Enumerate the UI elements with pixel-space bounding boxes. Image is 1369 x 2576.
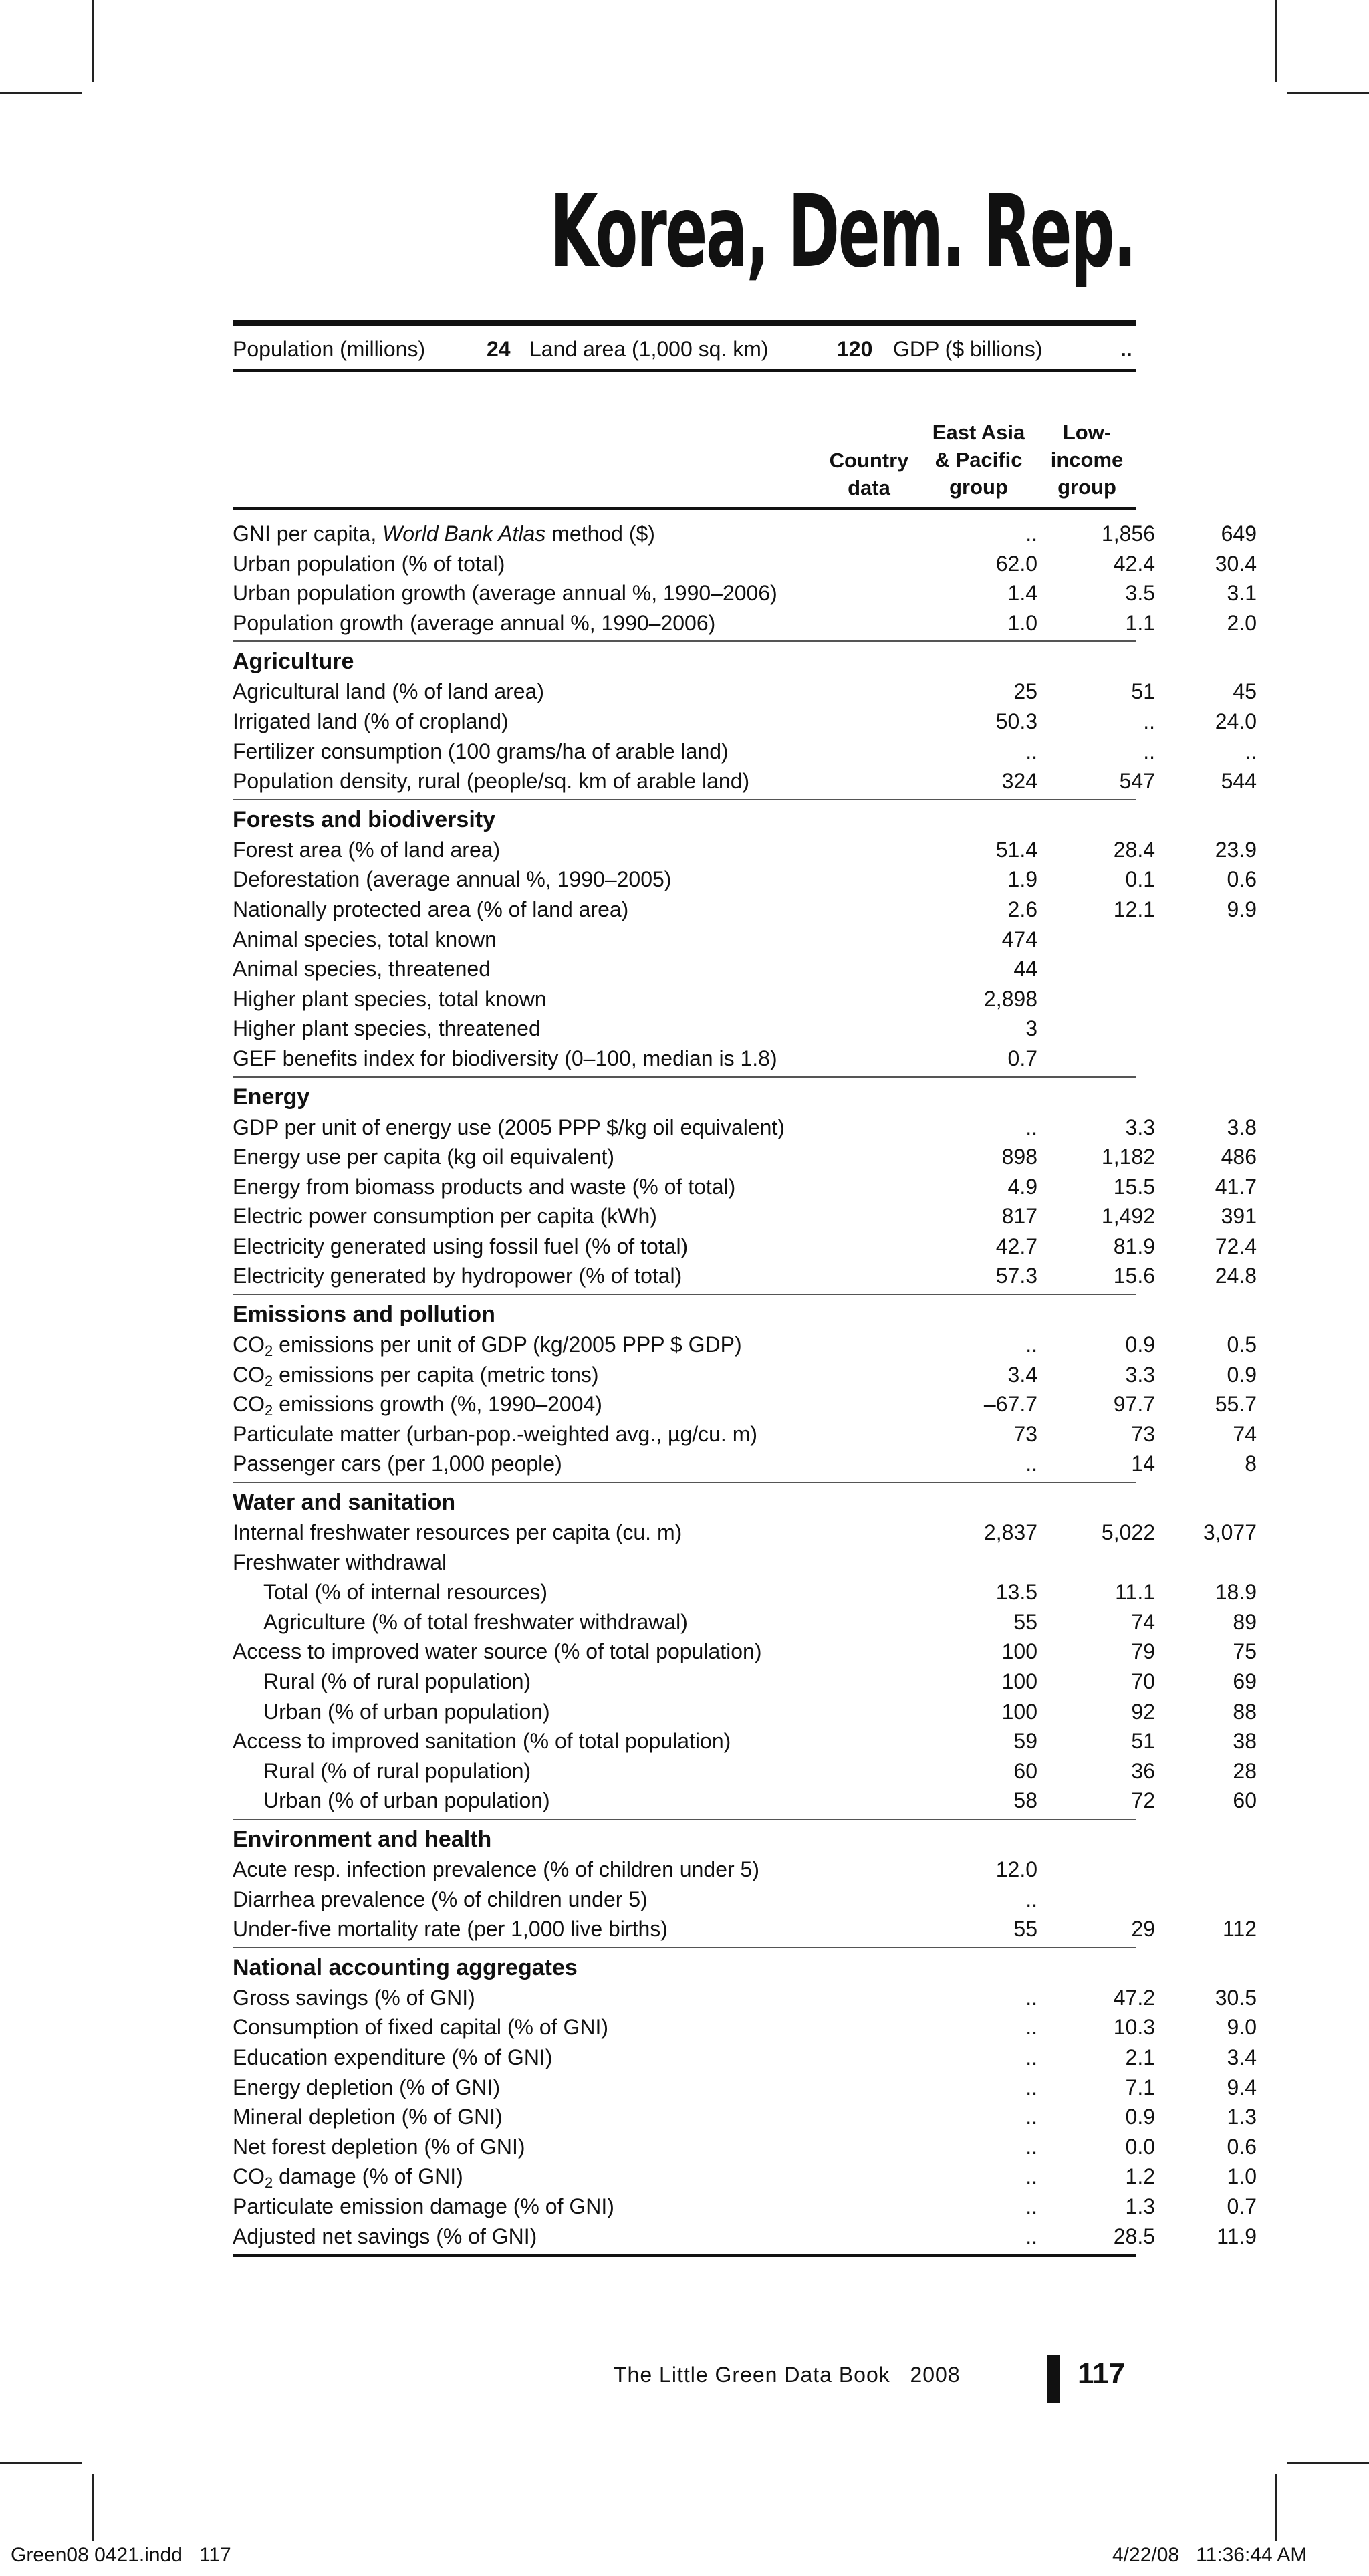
region-value: 1,856 bbox=[1101, 521, 1155, 546]
region-value: 0.9 bbox=[1125, 1332, 1155, 1357]
income-value: 69 bbox=[1233, 1669, 1257, 1693]
row-label: Deforestation (average annual %, 1990–2005) bbox=[233, 867, 672, 892]
country-value: 100 bbox=[1001, 1699, 1037, 1724]
country-value: .. bbox=[1025, 1985, 1037, 2010]
print-slug-file: Green08 0421.indd 117 bbox=[11, 2544, 231, 2566]
income-value: 9.9 bbox=[1227, 897, 1257, 921]
region-value: .. bbox=[1143, 709, 1155, 733]
income-value: 649 bbox=[1221, 521, 1257, 546]
table-row bbox=[233, 1855, 1136, 1885]
country-value: .. bbox=[1025, 2164, 1037, 2189]
crop-mark bbox=[0, 2462, 82, 2464]
region-value: 0.1 bbox=[1125, 867, 1155, 892]
row-label: Forest area (% of land area) bbox=[233, 837, 501, 862]
row-label: GDP per unit of energy use (2005 PPP $/kg oil equivalent) bbox=[233, 1115, 785, 1139]
country-value: 4.9 bbox=[1007, 1174, 1037, 1199]
table-row bbox=[233, 1330, 1257, 1360]
country-value: 25 bbox=[1013, 679, 1037, 704]
row-label: Agricultural land (% of land area) bbox=[233, 679, 545, 704]
page-title: Korea, Dem. Rep. bbox=[549, 174, 1135, 290]
country-value: 100 bbox=[1001, 1669, 1037, 1693]
table-row bbox=[233, 1044, 1136, 1074]
income-value: 0.6 bbox=[1227, 2134, 1257, 2159]
table-row bbox=[233, 1697, 1257, 1727]
region-value: 36 bbox=[1131, 1758, 1155, 1783]
country-value: 0.7 bbox=[1007, 1046, 1037, 1070]
footer-year: 2008 bbox=[910, 2363, 961, 2387]
population-label: Population (millions) bbox=[233, 337, 426, 361]
income-value: 55.7 bbox=[1215, 1392, 1257, 1417]
income-value: 60 bbox=[1233, 1788, 1257, 1813]
section-title: Forests and biodiversity bbox=[233, 806, 495, 832]
income-value: 38 bbox=[1233, 1729, 1257, 1754]
table-row bbox=[233, 1113, 1257, 1143]
row-label: Fertilizer consumption (100 grams/ha of arable land) bbox=[233, 739, 729, 764]
country-value: 324 bbox=[1001, 769, 1037, 794]
country-value: 44 bbox=[1013, 957, 1037, 981]
country-value: .. bbox=[1025, 1115, 1037, 1139]
region-value: 72 bbox=[1131, 1788, 1155, 1813]
region-value: 3.5 bbox=[1125, 581, 1155, 606]
table-row bbox=[233, 2073, 1257, 2103]
table-row bbox=[233, 737, 1257, 767]
table-row bbox=[233, 1667, 1257, 1697]
table-row bbox=[233, 1983, 1257, 2013]
income-value: 18.9 bbox=[1215, 1580, 1257, 1605]
row-label: Energy depletion (% of GNI) bbox=[233, 2075, 501, 2099]
country-value: .. bbox=[1025, 1332, 1037, 1357]
column-header-region: East Asia & Pacific group bbox=[932, 421, 1025, 499]
table-row bbox=[233, 2222, 1257, 2252]
country-value: 73 bbox=[1013, 1421, 1037, 1446]
table-row bbox=[233, 1637, 1257, 1667]
table-section bbox=[233, 1295, 1257, 1483]
income-value: 0.7 bbox=[1227, 2194, 1257, 2218]
country-value: .. bbox=[1025, 1451, 1037, 1476]
region-value: 42.4 bbox=[1113, 551, 1155, 576]
gdp-label: GDP ($ billions) bbox=[893, 337, 1043, 361]
region-value: 7.1 bbox=[1125, 2075, 1155, 2099]
income-value: 75 bbox=[1233, 1639, 1257, 1664]
row-label: Particulate emission damage (% of GNI) bbox=[233, 2194, 614, 2218]
country-value: 100 bbox=[1001, 1639, 1037, 1664]
country-value: 817 bbox=[1001, 1204, 1037, 1229]
country-value: 3.4 bbox=[1007, 1362, 1037, 1387]
table-row bbox=[233, 835, 1257, 865]
footer-book-title: The Little Green Data Book 2008 bbox=[614, 2363, 961, 2387]
table-row bbox=[233, 1172, 1257, 1202]
income-value: 28 bbox=[1233, 1758, 1257, 1783]
section-title: National accounting aggregates bbox=[233, 1954, 578, 1980]
income-value: 24.0 bbox=[1215, 709, 1257, 733]
country-value: .. bbox=[1025, 2224, 1037, 2248]
table-row bbox=[233, 519, 1257, 549]
income-value: 88 bbox=[1233, 1699, 1257, 1724]
crop-mark bbox=[92, 2474, 94, 2541]
region-value: 10.3 bbox=[1113, 2015, 1155, 2040]
income-value: 45 bbox=[1233, 679, 1257, 704]
land-area-label: Land area (1,000 sq. km) bbox=[529, 337, 769, 361]
table-row bbox=[233, 925, 1136, 955]
country-value: .. bbox=[1025, 521, 1037, 546]
table-row bbox=[233, 549, 1257, 579]
table-row bbox=[233, 608, 1257, 638]
country-value: 62.0 bbox=[995, 551, 1037, 576]
income-value: 24.8 bbox=[1215, 1264, 1257, 1288]
country-value: .. bbox=[1025, 2044, 1037, 2069]
country-value: 55 bbox=[1013, 1609, 1037, 1634]
crop-mark bbox=[92, 0, 94, 82]
row-label: Population growth (average annual %, 1990–2006) bbox=[233, 610, 716, 635]
country-value: 55 bbox=[1013, 1917, 1037, 1942]
row-label: Urban (% of urban population) bbox=[263, 1788, 550, 1813]
crop-mark bbox=[1287, 2462, 1369, 2464]
region-value: 15.5 bbox=[1113, 1174, 1155, 1199]
income-value: 3.1 bbox=[1227, 581, 1257, 606]
country-value: 2,898 bbox=[983, 986, 1037, 1011]
income-value: 1.3 bbox=[1227, 2105, 1257, 2129]
region-value: 79 bbox=[1131, 1639, 1155, 1664]
row-label: Urban population growth (average annual %, 1990–2006) bbox=[233, 581, 777, 606]
population-value: 24 bbox=[487, 337, 511, 361]
table-row bbox=[233, 1518, 1257, 1548]
income-value: 1.0 bbox=[1227, 2164, 1257, 2189]
header-rule bbox=[233, 369, 1136, 372]
crop-mark bbox=[0, 92, 82, 94]
table-row bbox=[233, 2102, 1257, 2132]
income-value: 3,077 bbox=[1203, 1520, 1257, 1545]
country-value: 1.9 bbox=[1007, 867, 1037, 892]
region-value: 2.1 bbox=[1125, 2044, 1155, 2069]
row-label: GNI per capita, World Bank Atlas method ($) bbox=[233, 521, 655, 546]
table-row bbox=[233, 984, 1136, 1014]
table-row bbox=[233, 1885, 1136, 1915]
table-row bbox=[233, 2161, 1257, 2192]
country-value: .. bbox=[1025, 2134, 1037, 2159]
region-value: 47.2 bbox=[1113, 1985, 1155, 2010]
row-label: Population density, rural (people/sq. km of arable land) bbox=[233, 769, 750, 794]
income-value: 89 bbox=[1233, 1609, 1257, 1634]
table-row bbox=[233, 895, 1257, 925]
row-label: Animal species, total known bbox=[233, 927, 497, 951]
region-value: 28.4 bbox=[1113, 837, 1155, 862]
row-label: Adjusted net savings (% of GNI) bbox=[233, 2224, 537, 2248]
table-row bbox=[233, 2042, 1257, 2073]
region-value: 28.5 bbox=[1113, 2224, 1155, 2248]
country-value: .. bbox=[1025, 739, 1037, 764]
table-section bbox=[233, 1078, 1257, 1296]
region-value: 15.6 bbox=[1113, 1264, 1155, 1288]
country-value: .. bbox=[1025, 2015, 1037, 2040]
table-row bbox=[233, 1726, 1257, 1756]
region-value: 92 bbox=[1131, 1699, 1155, 1724]
row-label: Total (% of internal resources) bbox=[263, 1580, 548, 1605]
row-label: Rural (% of rural population) bbox=[263, 1669, 531, 1693]
income-value: 2.0 bbox=[1227, 610, 1257, 635]
row-label: Irrigated land (% of cropland) bbox=[233, 709, 509, 733]
region-value: 81.9 bbox=[1113, 1234, 1155, 1258]
print-slug-timestamp: 4/22/08 11:36:44 AM bbox=[1112, 2544, 1308, 2566]
region-value: 3.3 bbox=[1125, 1115, 1155, 1139]
row-label: $CO_2$ damage (% of GNI) bbox=[233, 2164, 463, 2192]
income-value: 391 bbox=[1221, 1204, 1257, 1229]
row-label: Diarrhea prevalence (% of children under 5) bbox=[233, 1887, 648, 1911]
region-value: 11.1 bbox=[1115, 1580, 1155, 1605]
country-value: 13.5 bbox=[995, 1580, 1037, 1605]
row-label: Access to improved water source (% of total population) bbox=[233, 1639, 762, 1664]
country-value: 1.0 bbox=[1007, 610, 1037, 635]
income-value: .. bbox=[1245, 739, 1257, 764]
country-value: .. bbox=[1025, 1887, 1037, 1911]
table-row bbox=[233, 864, 1257, 895]
row-label: Higher plant species, threatened bbox=[233, 1016, 541, 1041]
row-label: Energy use per capita (kg oil equivalent) bbox=[233, 1145, 614, 1169]
row-label: Passenger cars (per 1,000 people) bbox=[233, 1451, 562, 1476]
country-value: 2,837 bbox=[983, 1520, 1037, 1545]
region-value: 74 bbox=[1131, 1609, 1155, 1634]
row-label: Access to improved sanitation (% of total population) bbox=[233, 1729, 731, 1754]
country-value: 42.7 bbox=[995, 1234, 1037, 1258]
table-row bbox=[233, 1360, 1257, 1390]
table-row bbox=[233, 677, 1257, 707]
row-label: Consumption of fixed capital (% of GNI) bbox=[233, 2015, 609, 2040]
country-value: 51.4 bbox=[995, 837, 1037, 862]
row-label: Nationally protected area (% of land area) bbox=[233, 897, 629, 921]
table-row bbox=[233, 954, 1136, 984]
country-value: 57.3 bbox=[995, 1264, 1037, 1288]
region-value: 1.1 bbox=[1125, 610, 1155, 635]
row-label: Agriculture (% of total freshwater withdrawal) bbox=[263, 1609, 688, 1634]
column-header-rule bbox=[233, 507, 1136, 510]
table-row bbox=[233, 2012, 1257, 2042]
income-value: 11.9 bbox=[1217, 2224, 1257, 2248]
region-value: 3.3 bbox=[1125, 1362, 1155, 1387]
table-section bbox=[233, 800, 1257, 1078]
country-value: 59 bbox=[1013, 1729, 1037, 1754]
section-title: Water and sanitation bbox=[233, 1490, 456, 1516]
row-label: Particulate matter (urban-pop.-weighted avg., µg/cu. m) bbox=[233, 1421, 758, 1446]
table-row bbox=[233, 1419, 1257, 1449]
table-row bbox=[233, 1548, 1136, 1578]
country-value: 60 bbox=[1013, 1758, 1037, 1783]
table-row bbox=[233, 766, 1257, 796]
region-value: 1,492 bbox=[1101, 1204, 1155, 1229]
income-value: 544 bbox=[1221, 769, 1257, 794]
row-label: Mineral depletion (% of GNI) bbox=[233, 2105, 503, 2129]
region-value: .. bbox=[1143, 739, 1155, 764]
country-value: 50.3 bbox=[995, 709, 1037, 733]
region-value: 5,022 bbox=[1101, 1520, 1155, 1545]
region-value: 1,182 bbox=[1101, 1145, 1155, 1169]
income-value: 112 bbox=[1222, 1917, 1257, 1942]
country-value: 474 bbox=[1001, 927, 1037, 951]
region-value: 51 bbox=[1131, 679, 1155, 704]
table-row bbox=[233, 1261, 1257, 1291]
crop-mark bbox=[1275, 0, 1277, 82]
table-row bbox=[233, 1607, 1257, 1637]
income-value: 0.5 bbox=[1227, 1332, 1257, 1357]
region-value: 12.1 bbox=[1113, 897, 1155, 921]
country-value: 3 bbox=[1025, 1016, 1037, 1041]
income-value: 9.4 bbox=[1227, 2075, 1257, 2099]
income-value: 9.0 bbox=[1227, 2015, 1257, 2040]
section-title: Agriculture bbox=[233, 649, 354, 675]
income-value: 30.5 bbox=[1215, 1985, 1257, 2010]
region-value: 1.3 bbox=[1125, 2194, 1155, 2218]
income-value: 74 bbox=[1233, 1421, 1257, 1446]
row-label: Acute resp. infection prevalence (% of children under 5) bbox=[233, 1857, 759, 1881]
region-value: 14 bbox=[1131, 1451, 1155, 1476]
table-row bbox=[233, 1577, 1257, 1607]
section-title: Energy bbox=[233, 1084, 310, 1110]
column-header-country: Country data bbox=[829, 449, 909, 499]
income-value: 41.7 bbox=[1215, 1174, 1257, 1199]
table-row bbox=[233, 2132, 1257, 2162]
page-number: 117 bbox=[1078, 2357, 1125, 2390]
row-label: Internal freshwater resources per capita (cu. m) bbox=[233, 1520, 682, 1545]
table-row bbox=[233, 1389, 1257, 1419]
table-row bbox=[233, 1232, 1257, 1262]
table-section bbox=[233, 1948, 1257, 2257]
row-label: $CO_2$ emissions growth (%, 1990–2004) bbox=[233, 1392, 602, 1419]
row-label: Education expenditure (% of GNI) bbox=[233, 2044, 553, 2069]
income-value: 3.8 bbox=[1227, 1115, 1257, 1139]
income-value: 8 bbox=[1245, 1451, 1257, 1476]
table-row bbox=[233, 2192, 1257, 2222]
crop-mark bbox=[1287, 92, 1369, 94]
indicator-table bbox=[233, 516, 1257, 2257]
table-row bbox=[233, 1142, 1257, 1172]
table-section bbox=[233, 642, 1257, 800]
table-row bbox=[233, 1756, 1257, 1786]
table-row bbox=[233, 707, 1257, 737]
column-header-income: Low- income group bbox=[1050, 421, 1124, 499]
row-label: Urban population (% of total) bbox=[233, 551, 505, 576]
table-section bbox=[233, 1820, 1257, 1948]
region-value: 97.7 bbox=[1113, 1392, 1155, 1417]
region-value: 70 bbox=[1131, 1669, 1155, 1693]
income-value: 0.6 bbox=[1227, 867, 1257, 892]
row-label: Electricity generated using fossil fuel (% of total) bbox=[233, 1234, 689, 1258]
country-value: 12.0 bbox=[995, 1857, 1037, 1881]
row-label: Animal species, threatened bbox=[233, 957, 491, 981]
income-value: 486 bbox=[1221, 1145, 1257, 1169]
section-title: Environment and health bbox=[233, 1826, 492, 1852]
crop-mark bbox=[1275, 2474, 1277, 2541]
country-value: 1.4 bbox=[1007, 581, 1037, 606]
country-value: .. bbox=[1025, 2075, 1037, 2099]
region-value: 51 bbox=[1131, 1729, 1155, 1754]
table-row bbox=[233, 578, 1257, 608]
gdp-value: .. bbox=[1120, 337, 1132, 361]
income-value: 0.9 bbox=[1227, 1362, 1257, 1387]
region-value: 0.9 bbox=[1125, 2105, 1155, 2129]
table-section bbox=[233, 516, 1257, 642]
country-value: .. bbox=[1025, 2194, 1037, 2218]
region-value: 29 bbox=[1131, 1917, 1155, 1942]
section-title: Emissions and pollution bbox=[233, 1302, 495, 1328]
income-value: 30.4 bbox=[1215, 551, 1257, 576]
title-rule bbox=[233, 320, 1136, 326]
row-label: Gross savings (% of GNI) bbox=[233, 1985, 475, 2010]
region-value: 1.2 bbox=[1125, 2164, 1155, 2189]
row-label: Freshwater withdrawal bbox=[233, 1550, 447, 1574]
row-label: Under-five mortality rate (per 1,000 live births) bbox=[233, 1917, 668, 1942]
region-value: 547 bbox=[1119, 769, 1155, 794]
table-row bbox=[233, 1201, 1257, 1232]
country-value: 58 bbox=[1013, 1788, 1037, 1813]
country-value: –67.7 bbox=[983, 1392, 1037, 1417]
region-value: 73 bbox=[1131, 1421, 1155, 1446]
table-row bbox=[233, 1014, 1136, 1044]
row-label: Urban (% of urban population) bbox=[263, 1699, 550, 1724]
table-row bbox=[233, 1786, 1257, 1816]
row-label: Energy from biomass products and waste (% of total) bbox=[233, 1174, 736, 1199]
land-area-value: 120 bbox=[837, 337, 873, 361]
income-value: 23.9 bbox=[1215, 837, 1257, 862]
table-row bbox=[233, 1914, 1257, 1944]
row-label: Rural (% of rural population) bbox=[263, 1758, 531, 1783]
country-value: 2.6 bbox=[1007, 897, 1037, 921]
row-label: Net forest depletion (% of GNI) bbox=[233, 2134, 525, 2159]
country-value: 898 bbox=[1001, 1145, 1037, 1169]
region-value: 0.0 bbox=[1125, 2134, 1155, 2159]
income-value: 72.4 bbox=[1215, 1234, 1257, 1258]
row-label: Electric power consumption per capita (kWh) bbox=[233, 1204, 657, 1229]
income-value: 3.4 bbox=[1227, 2044, 1257, 2069]
row-label: Higher plant species, total known bbox=[233, 986, 547, 1011]
row-label: $CO_2$ emissions per unit of GDP (kg/2005 PPP $ GDP) bbox=[233, 1332, 742, 1360]
row-label: GEF benefits index for biodiversity (0–100, median is 1.8) bbox=[233, 1046, 777, 1070]
table-row bbox=[233, 1449, 1257, 1479]
page-marker-bar bbox=[1047, 2355, 1060, 2403]
table-section bbox=[233, 1483, 1257, 1820]
row-label: Electricity generated by hydropower (% of total) bbox=[233, 1264, 682, 1288]
summary-line bbox=[233, 336, 1136, 362]
country-value: .. bbox=[1025, 2105, 1037, 2129]
row-label: $CO_2$ emissions per capita (metric tons) bbox=[233, 1362, 599, 1389]
